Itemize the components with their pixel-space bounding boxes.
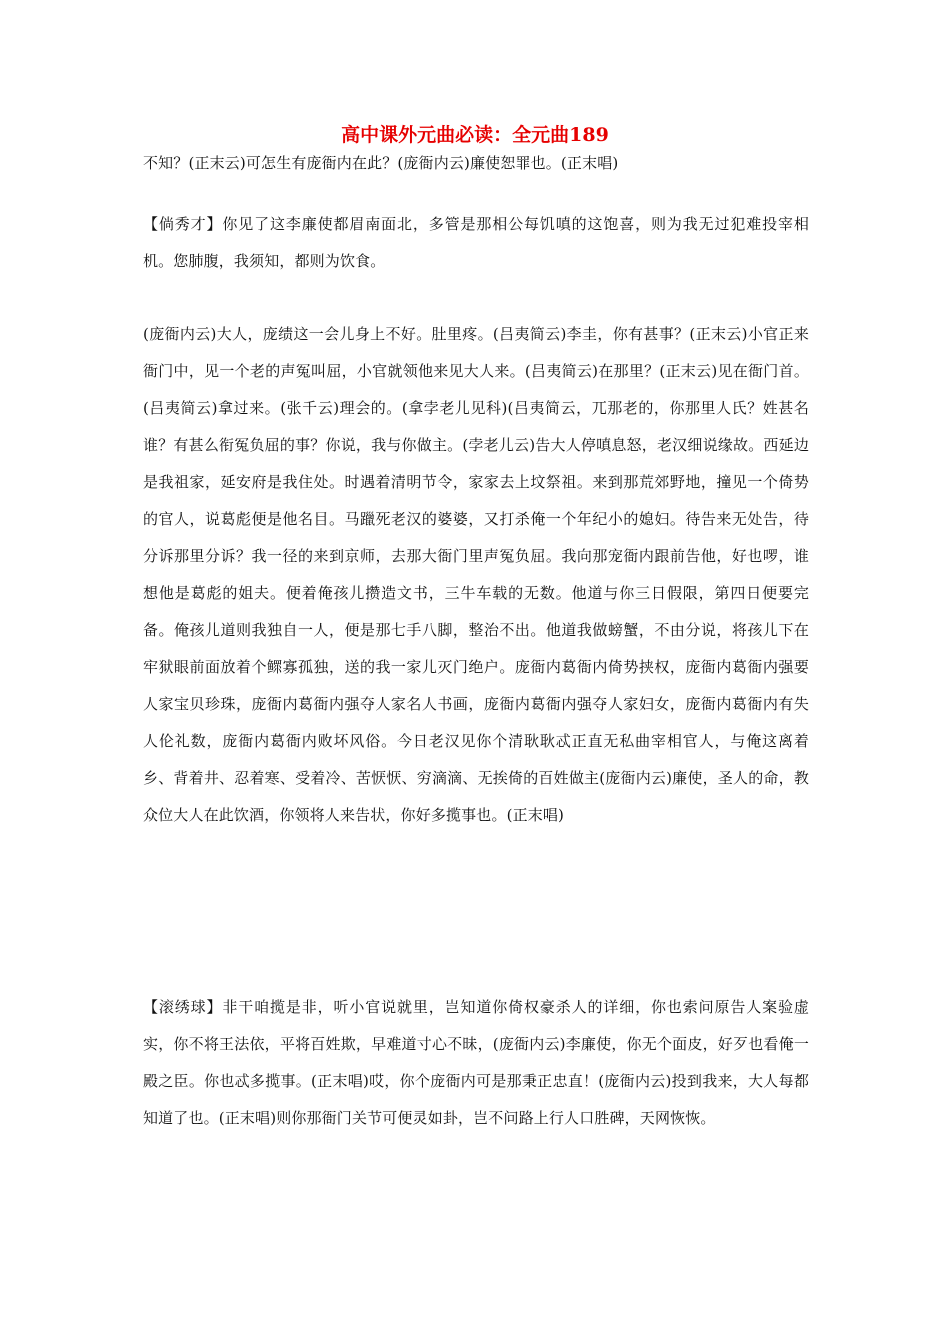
document-title: 高中课外元曲必读：全元曲189 xyxy=(341,124,609,146)
paragraph-dialogue: (庞衙内云)大人，庞绩这一会儿身上不好。肚里疼。(吕夷简云)李圭，你有甚事？(正末云)小官正来衙门中，见一个老的声冤叫屈，小官就领他来见大人来。(吕夷简云)在那里？(正末云)见在衙门首。(吕夷简云)拿过来。(张千云)理会的。(拿孛老儿见科)(吕夷简云，兀那老的，你那里人氏？姓甚名谁？有甚么衔冤负屈的事？你说，我与你做主。(孛老儿云)告大人停嗔息怒，老汉细说缘故。西延边是我祖家，延安府是我住处。时遇着清明节令，家家去上坟祭祖。来到那荒郊野地，撞见一个倚势的官人，说葛彪便是他名目。马躐死老汉的婆婆，又打杀俺一个年纪小的媳妇。待告来无处告，待分诉那里分诉？我一径的来到京师，去那大衙门里声冤负屈。我向那宠衙内跟前告他，好也啰，谁想他是葛彪的姐夫。便着俺孩儿攒造文书，三牛车载的无数。他道与你三日假限，第四日便要完备。俺孩儿道则我独自一人，便是那七手八脚，整治不出。他道我做螃蟹，不由分说，将孩儿下在牢狱眼前面放着个鳏寡孤独，送的我一家儿灭门绝户。庞衙内葛衙内倚势挟权，庞衙内葛衙内强要人家宝贝珍珠，庞衙内葛衙内强夺人家名人书画，庞衙内葛衙内强夺人家妇女，庞衙内葛衙内有失人伦礼数，庞衙内葛衙内败坏风俗。今日老汉见你个清耿耿忒正直无私曲宰相官人，与俺这离着乡、背着井、忍着寒、受着冷、苦恹恹、穷滴滴、无挨倚的百姓做主(庞衙内云)廉使，圣人的命，教众位大人在此饮酒，你领将人来告状，你好多揽事也。(正末唱) xyxy=(143,325,809,824)
paragraph-gun-xiu-qiu: 【滚绣球】非干咱揽是非，听小官说就里，岂知道你倚权豪杀人的详细，你也索问原告人案验虚实，你不将王法依，平将百姓欺，早难道寸心不昧，(庞衙内云)李廉使，你无个面皮，好歹也看俺一殿之臣。你也忒多揽事。(正末唱)哎，你个庞衙内可是那秉正忠直！(庞衙内云)投到我来，大人每都知道了也。(正末唱)则你那衙门关节可便灵如卦，岂不问路上行人口胜碑，天网恢恢。 xyxy=(143,998,809,1127)
paragraph-tang-xiu-cai: 【倘秀才】你见了这李廉使都眉南面北，多管是那相公每饥嗔的这饱喜，则为我无过犯难投宰相机。您肺腹，我须知，都则为饮食。 xyxy=(143,215,809,270)
paragraph-opening: 不知？(正末云)可怎生有庞衙内在此？(庞衙内云)廉使恕罪也。(正末唱) xyxy=(143,154,619,172)
